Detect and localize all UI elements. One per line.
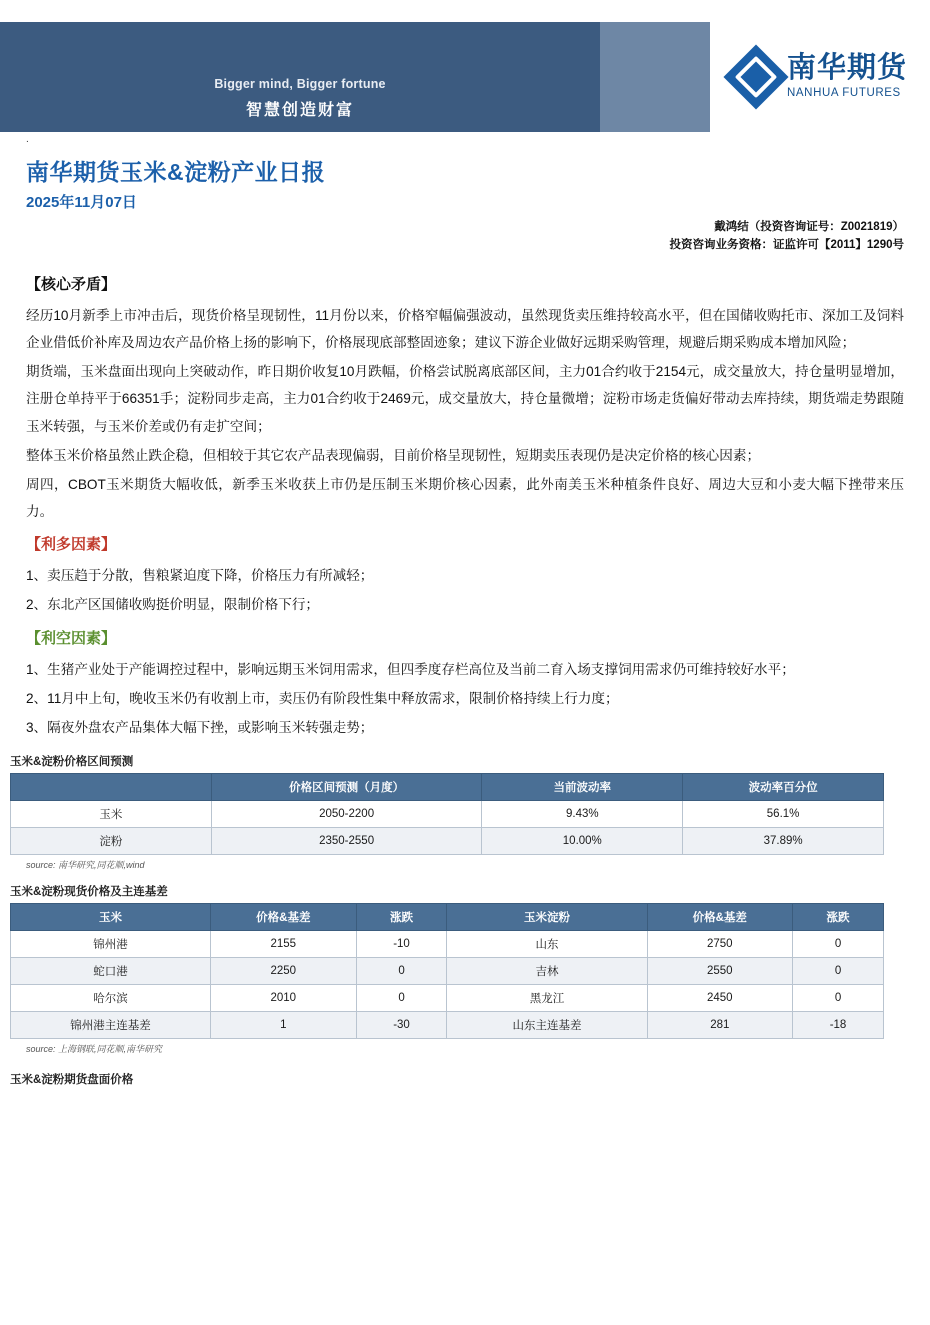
section-heading-core: 【核心矛盾】 (26, 275, 117, 293)
col-header: 价格&基差 (211, 904, 357, 931)
author-line-2: 投资咨询业务资格：证监许可【2011】1290号 (669, 239, 904, 252)
table-row (11, 828, 884, 855)
section-heading-bearish: 【利空因素】 (26, 629, 117, 647)
core-paragraph: 经历10月新季上市冲击后，现货价格呈现韧性，11月份以来，价格窄幅偏强波动，虽然现货卖压维持较高水平，但在国储收购托市、深加工及饲料企业借低价补库及周边农产品价格上扬的影响下，价格展现底部整固迹象；建议下游企业做好远期采购管理，规避后期采购成本增加风险； (26, 307, 904, 350)
report-date: 2025年11月07日 (26, 194, 137, 211)
cell: 淀粉 (11, 828, 212, 855)
bullish-item: 2、东北产区国储收购挺价明显，限制价格下行； (26, 597, 320, 613)
cell: 哈尔滨 (11, 985, 211, 1012)
cell: 10.00% (482, 828, 683, 855)
logo-name-en: NANHUA FUTURES (786, 87, 901, 100)
banner-logo-block (710, 22, 930, 132)
logo-text-block (787, 54, 907, 100)
cell: 281 (647, 1012, 793, 1039)
author-line-1: 戴鸿结（投资咨询证号：Z0021819） (714, 221, 904, 233)
table-header-row (11, 904, 884, 931)
cell: 0 (356, 985, 447, 1012)
stray-mark: . (26, 134, 29, 145)
cell: 0 (356, 958, 447, 985)
spot-price-table (10, 903, 884, 1039)
cell: 蛇口港 (11, 958, 211, 985)
cell: 锦州港主连基差 (11, 1012, 211, 1039)
table-row (11, 931, 884, 958)
table-header-row (11, 774, 884, 801)
bearish-item: 2、11月中上旬，晚收玉米仍有收割上市，卖压仍有阶段性集中释放需求，限制价格持续上行力度； (26, 690, 619, 706)
cell: 锦州港 (11, 931, 211, 958)
cell: 9.43% (482, 801, 683, 828)
cell: -30 (356, 1012, 447, 1039)
document-page (0, 22, 930, 1325)
cell: 2155 (211, 931, 357, 958)
cell: 玉米 (11, 801, 212, 828)
col-header: 玉米淀粉 (447, 904, 647, 931)
cell: 黑龙江 (447, 985, 647, 1012)
forecast-table (10, 773, 884, 855)
cell: 1 (211, 1012, 357, 1039)
futures-section-caption: 玉米&淀粉期货盘面价格 (10, 1074, 134, 1087)
core-paragraph: 整体玉米价格虽然止跌企稳，但相较于其它农产品表现偏弱，目前价格呈现韧性，短期卖压表现仍是决定价格的核心因素； (26, 447, 761, 463)
cell: 吉林 (447, 958, 647, 985)
col-header: 波动率百分位 (683, 774, 884, 801)
title-block (0, 146, 930, 212)
table-row (11, 1012, 884, 1039)
header-banner (0, 22, 930, 132)
banner-slogan-block (0, 22, 600, 132)
col-header: 涨跌 (793, 904, 884, 931)
cell: 2750 (647, 931, 793, 958)
bearish-item: 3、隔夜外盘农产品集体大幅下挫，或影响玉米转强走势； (26, 720, 374, 736)
cell: 2050-2200 (211, 801, 482, 828)
cell: 2250 (211, 958, 357, 985)
author-block (0, 212, 930, 255)
col-header: 玉米 (11, 904, 211, 931)
col-header: 价格&基差 (647, 904, 793, 931)
cell: 56.1% (683, 801, 884, 828)
table-row (11, 985, 884, 1012)
core-paragraph: 期货端，玉米盘面出现向上突破动作，昨日期价收复10月跌幅，价格尝试脱离底部区间，主力01合约收于2154元，成交量放大，持仓量明显增加，注册仓单持平于66351手；淀粉同步走高，主力01合约收于2469元，成交量放大，持仓量微增；淀粉市场走货偏好带动去库持续，期货端走势跟随玉米转强，与玉米价差或仍有走扩空间； (26, 364, 904, 434)
forecast-table-source: source: 南华研究,同花顺,wind (26, 860, 145, 871)
company-logo (733, 54, 907, 100)
banner-accent-block (600, 22, 710, 132)
col-header: 价格区间预测（月度） (211, 774, 482, 801)
core-paragraph: 周四，CBOT玉米期货大幅收低，新季玉米收获上市仍是压制玉米期价核心因素，此外南美玉米种植条件良好、周边大豆和小麦大幅下挫带来压力。 (26, 476, 904, 520)
cell: 山东主连基差 (447, 1012, 647, 1039)
col-header (11, 774, 212, 801)
logo-name-cn: 南华期货 (786, 52, 907, 85)
table-row (11, 958, 884, 985)
diamond-logo-icon (723, 44, 788, 109)
spot-table-caption: 玉米&淀粉现货价格及主连基差 (10, 886, 168, 899)
cell: 0 (793, 931, 884, 958)
slogan-chinese: 智慧创造财富 (245, 102, 354, 119)
page-title: 南华期货玉米&淀粉产业日报 (26, 159, 326, 185)
cell: -10 (356, 931, 447, 958)
cell: 2450 (647, 985, 793, 1012)
spot-table-source: source: 上海钢联,同花顺,南华研究 (26, 1044, 163, 1055)
cell: 37.89% (683, 828, 884, 855)
cell: 0 (793, 958, 884, 985)
cell: 2350-2550 (211, 828, 482, 855)
slogan-english: Bigger mind, Bigger fortune (214, 77, 386, 91)
col-header: 涨跌 (356, 904, 447, 931)
section-heading-bullish: 【利多因素】 (26, 536, 117, 554)
table-row (11, 801, 884, 828)
document-content (0, 255, 930, 741)
cell: -18 (793, 1012, 884, 1039)
forecast-table-caption: 玉米&淀粉价格区间预测 (10, 756, 134, 769)
col-header: 当前波动率 (482, 774, 683, 801)
cell: 0 (793, 985, 884, 1012)
bearish-item: 1、生猪产业处于产能调控过程中，影响远期玉米饲用需求，但四季度存栏高位及当前二育入场支撑饲用需求仍可维持较好水平； (26, 661, 795, 677)
cell: 山东 (447, 931, 647, 958)
bullish-item: 1、卖压趋于分散，售粮紧迫度下降，价格压力有所减轻； (26, 568, 374, 584)
cell: 2010 (211, 985, 357, 1012)
cell: 2550 (647, 958, 793, 985)
